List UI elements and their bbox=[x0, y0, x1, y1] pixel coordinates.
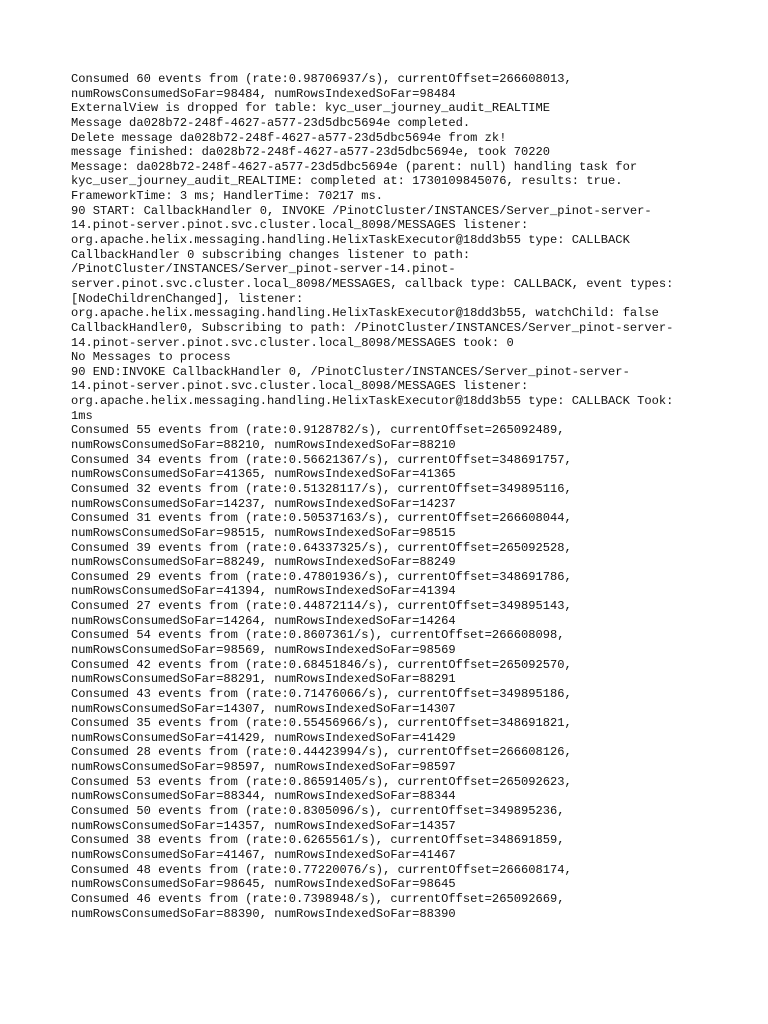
log-line: numRowsConsumedSoFar=41365, numRowsIndexedSoFar=41365 bbox=[71, 467, 456, 482]
log-line: ExternalView is dropped for table: kyc_user_journey_audit_REALTIME bbox=[71, 101, 550, 116]
log-line: numRowsConsumedSoFar=14307, numRowsIndexedSoFar=14307 bbox=[71, 701, 456, 716]
log-line: Consumed 31 events from (rate:0.50537163/s), currentOffset=266608044, bbox=[71, 511, 572, 526]
log-line: FrameworkTime: 3 ms; HandlerTime: 70217 ms. bbox=[71, 189, 384, 204]
log-line: Consumed 54 events from (rate:0.8607361/s), currentOffset=266608098, bbox=[71, 628, 565, 643]
log-line: Consumed 50 events from (rate:0.8305096/s), currentOffset=349895236, bbox=[71, 804, 565, 819]
log-line: Consumed 28 events from (rate:0.44423994/s), currentOffset=266608126, bbox=[71, 745, 572, 760]
log-line: /PinotCluster/INSTANCES/Server_pinot-server-14.pinot- bbox=[71, 262, 456, 277]
log-line: numRowsConsumedSoFar=98597, numRowsIndexedSoFar=98597 bbox=[71, 760, 456, 775]
log-line: Consumed 32 events from (rate:0.51328117/s), currentOffset=349895116, bbox=[71, 481, 572, 496]
log-line: Consumed 39 events from (rate:0.64337325/s), currentOffset=265092528, bbox=[71, 540, 572, 555]
log-line: Message da028b72-248f-4627-a577-23d5dbc5694e completed. bbox=[71, 115, 471, 130]
log-line: Delete message da028b72-248f-4627-a577-23d5dbc5694e from zk! bbox=[71, 130, 507, 145]
log-line: numRowsConsumedSoFar=88291, numRowsIndexedSoFar=88291 bbox=[71, 672, 456, 687]
log-line: org.apache.helix.messaging.handling.HelixTaskExecutor@18dd3b55 type: CALLBACK Took: bbox=[71, 394, 674, 409]
log-line: numRowsConsumedSoFar=41394, numRowsIndexedSoFar=41394 bbox=[71, 584, 456, 599]
log-line: Consumed 35 events from (rate:0.55456966/s), currentOffset=348691821, bbox=[71, 716, 572, 731]
log-line: 14.pinot-server.pinot.svc.cluster.local_8098/MESSAGES listener: bbox=[71, 379, 529, 394]
log-line: Consumed 55 events from (rate:0.9128782/s), currentOffset=265092489, bbox=[71, 423, 565, 438]
log-line: Consumed 48 events from (rate:0.77220076/s), currentOffset=266608174, bbox=[71, 862, 572, 877]
log-line: Consumed 38 events from (rate:0.6265561/s), currentOffset=348691859, bbox=[71, 833, 565, 848]
log-line: Consumed 42 events from (rate:0.68451846/s), currentOffset=265092570, bbox=[71, 657, 572, 672]
log-line: [NodeChildrenChanged], listener: bbox=[71, 291, 304, 306]
log-line: Message: da028b72-248f-4627-a577-23d5dbc5694e (parent: null) handling task for bbox=[71, 159, 638, 174]
log-line: numRowsConsumedSoFar=98569, numRowsIndexedSoFar=98569 bbox=[71, 642, 456, 657]
log-line: 90 START: CallbackHandler 0, INVOKE /PinotCluster/INSTANCES/Server_pinot-server- bbox=[71, 203, 652, 218]
log-line: 14.pinot-server.pinot.svc.cluster.local_8098/MESSAGES took: 0 bbox=[71, 335, 514, 350]
log-line: CallbackHandler 0 subscribing changes listener to path: bbox=[71, 247, 471, 262]
log-line: 14.pinot-server.pinot.svc.cluster.local_8098/MESSAGES listener: bbox=[71, 218, 529, 233]
log-line: Consumed 34 events from (rate:0.56621367/s), currentOffset=348691757, bbox=[71, 452, 572, 467]
log-line: Consumed 27 events from (rate:0.44872114/s), currentOffset=349895143, bbox=[71, 599, 572, 614]
log-line: Consumed 43 events from (rate:0.71476066/s), currentOffset=349895186, bbox=[71, 686, 572, 701]
log-line: Consumed 29 events from (rate:0.47801936/s), currentOffset=348691786, bbox=[71, 569, 572, 584]
log-line: numRowsConsumedSoFar=14264, numRowsIndexedSoFar=14264 bbox=[71, 613, 456, 628]
log-line: CallbackHandler0, Subscribing to path: /PinotCluster/INSTANCES/Server_pinot-server- bbox=[71, 320, 674, 335]
log-line: Consumed 60 events from (rate:0.98706937/s), currentOffset=266608013, bbox=[71, 72, 572, 86]
log-line: numRowsConsumedSoFar=98484, numRowsIndexedSoFar=98484 bbox=[71, 86, 456, 101]
log-line: numRowsConsumedSoFar=14357, numRowsIndexedSoFar=14357 bbox=[71, 818, 456, 833]
log-line: numRowsConsumedSoFar=41429, numRowsIndexedSoFar=41429 bbox=[71, 730, 456, 745]
log-line: numRowsConsumedSoFar=88344, numRowsIndexedSoFar=88344 bbox=[71, 789, 456, 804]
log-line: numRowsConsumedSoFar=14237, numRowsIndexedSoFar=14237 bbox=[71, 496, 456, 511]
log-line: message finished: da028b72-248f-4627-a577-23d5dbc5694e, took 70220 bbox=[71, 145, 550, 160]
log-line: kyc_user_journey_audit_REALTIME: completed at: 1730109845076, results: true. bbox=[71, 174, 623, 189]
log-line: 90 END:INVOKE CallbackHandler 0, /PinotCluster/INSTANCES/Server_pinot-server- bbox=[71, 364, 630, 379]
log-line: numRowsConsumedSoFar=88390, numRowsIndexedSoFar=88390 bbox=[71, 906, 456, 921]
log-line: numRowsConsumedSoFar=88210, numRowsIndexedSoFar=88210 bbox=[71, 438, 456, 453]
log-line: org.apache.helix.messaging.handling.HelixTaskExecutor@18dd3b55 type: CALLBACK bbox=[71, 233, 630, 248]
log-line: numRowsConsumedSoFar=98645, numRowsIndexedSoFar=98645 bbox=[71, 877, 456, 892]
log-line: numRowsConsumedSoFar=41467, numRowsIndexedSoFar=41467 bbox=[71, 847, 456, 862]
log-line: numRowsConsumedSoFar=98515, numRowsIndexedSoFar=98515 bbox=[71, 525, 456, 540]
log-line: numRowsConsumedSoFar=88249, numRowsIndexedSoFar=88249 bbox=[71, 555, 456, 570]
log-line: Consumed 46 events from (rate:0.7398948/s), currentOffset=265092669, bbox=[71, 891, 565, 906]
log-line: No Messages to process bbox=[71, 350, 231, 365]
log-line: org.apache.helix.messaging.handling.HelixTaskExecutor@18dd3b55, watchChild: false bbox=[71, 306, 659, 321]
log-line: Consumed 53 events from (rate:0.86591405/s), currentOffset=265092623, bbox=[71, 774, 572, 789]
log-line: server.pinot.svc.cluster.local_8098/MESSAGES, callback type: CALLBACK, event types: bbox=[71, 276, 674, 291]
log-line: 1ms bbox=[71, 408, 93, 423]
log-text-block bbox=[71, 72, 721, 921]
